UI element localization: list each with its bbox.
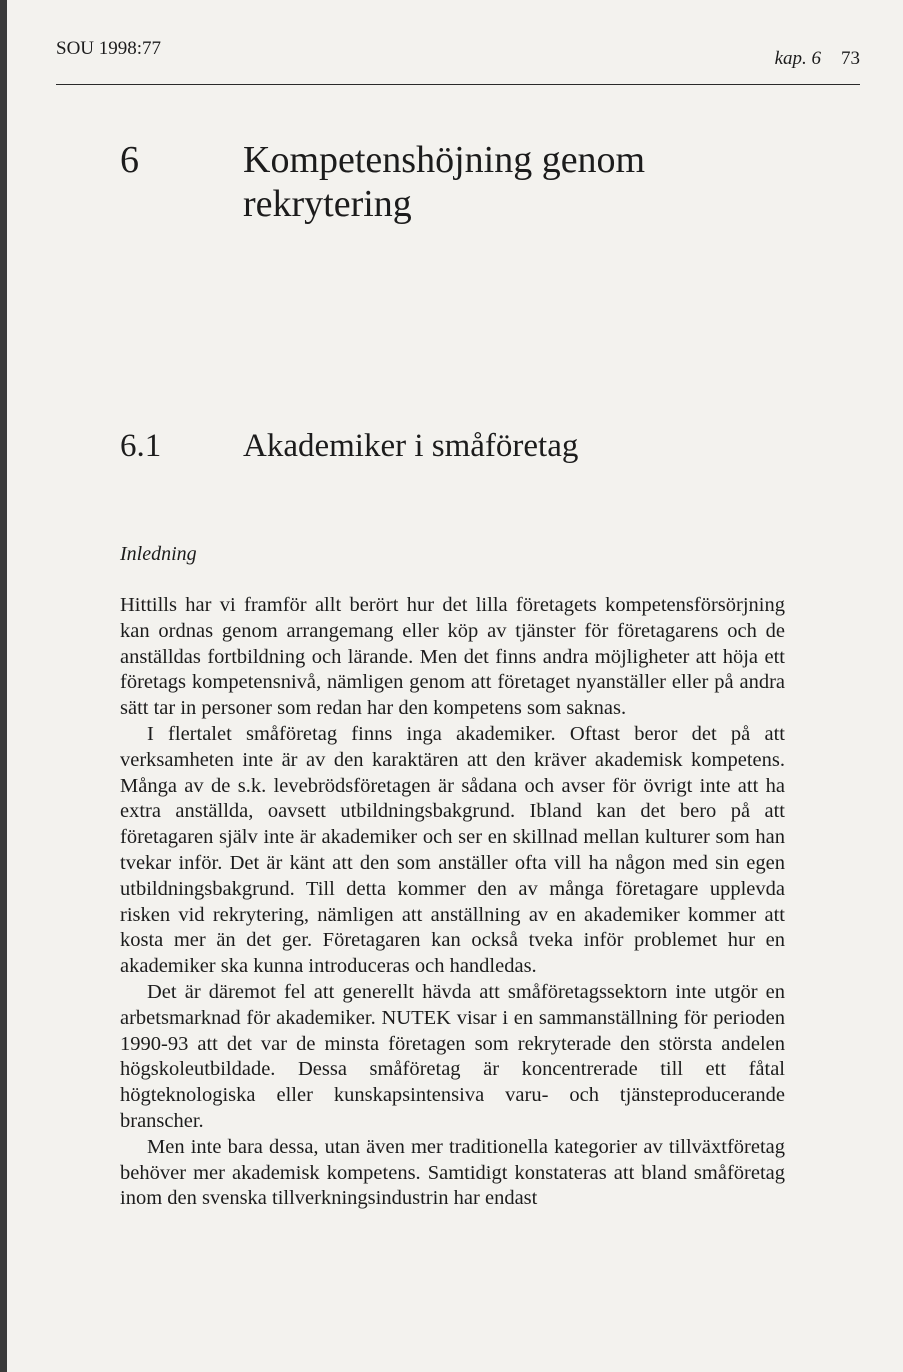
page-number: 73: [841, 48, 860, 69]
chapter-reference: kap. 6: [774, 48, 821, 69]
section-number: 6.1: [120, 428, 162, 464]
header-rule: [56, 84, 860, 85]
subheading: Inledning: [120, 543, 197, 565]
paragraph: Men inte bara dessa, utan även mer traditionella kategorier av tillväxtföretag behöver mer akademisk kompetens. Samtidigt konstateras att bland småföretag inom den svenska tillverkningsindustrin har endast: [120, 1135, 785, 1210]
paragraph: Hittills har vi framför allt berört hur det lilla företagets kompetensförsörjning kan ordnas genom arrangemang eller köp av tjänster för företagarens och de anställdas fortbildning och lärande. Men det finns andra möjligheter att höja ett företags kompetensnivå, nämligen genom att företaget nyanställer eller på andra sätt tar in personer som redan har den kompetens som saknas.: [120, 594, 785, 720]
chapter-number: 6: [120, 139, 139, 181]
header-right: [775, 48, 860, 70]
paragraph: I flertalet småföretag finns inga akademiker. Oftast beror det på att verksamheten inte är av den karaktären att den kräver akademisk kompetens. Många av de s.k. levebrödsföretagen är sådana och avser för övrigt inte att ha extra anställda, oavsett utbildningsbakgrund. Ibland kan det bero på att företagaren själv inte är akademiker och ser en skillnad mellan kulturer som han tvekar inför. Det är känt att den som anställer ofta vill ha någon med sin egen utbildningsbakgrund. Till detta kommer den av många företagare upplevda risken vid rekrytering, nämligen att anställning av en akademiker kommer att kosta mer än det ger. Företagaren kan också tveka inför problemet hur en akademiker ska kunna introduceras och handledas.: [120, 722, 785, 978]
body-text: [120, 593, 785, 1212]
page-binding-edge: [0, 0, 7, 1372]
section-title: Akademiker i småföretag: [243, 428, 579, 464]
publication-id: SOU 1998:77: [56, 38, 162, 59]
running-header: [56, 38, 860, 78]
chapter-title: Kompetenshöjning genom rekrytering: [243, 139, 646, 225]
paragraph: Det är däremot fel att generellt hävda att småföretagssektorn inte utgör en arbetsmarknad för akademiker. NUTEK visar i en sammanställning för perioden 1990-93 att det var de minsta företagen som rekryterade den största andelen högskoleutbildade. Dessa småföretag är koncentrerade till ett fåtal högteknologiska eller kunskapsintensiva varu- och tjänsteproducerande branscher.: [120, 980, 785, 1132]
